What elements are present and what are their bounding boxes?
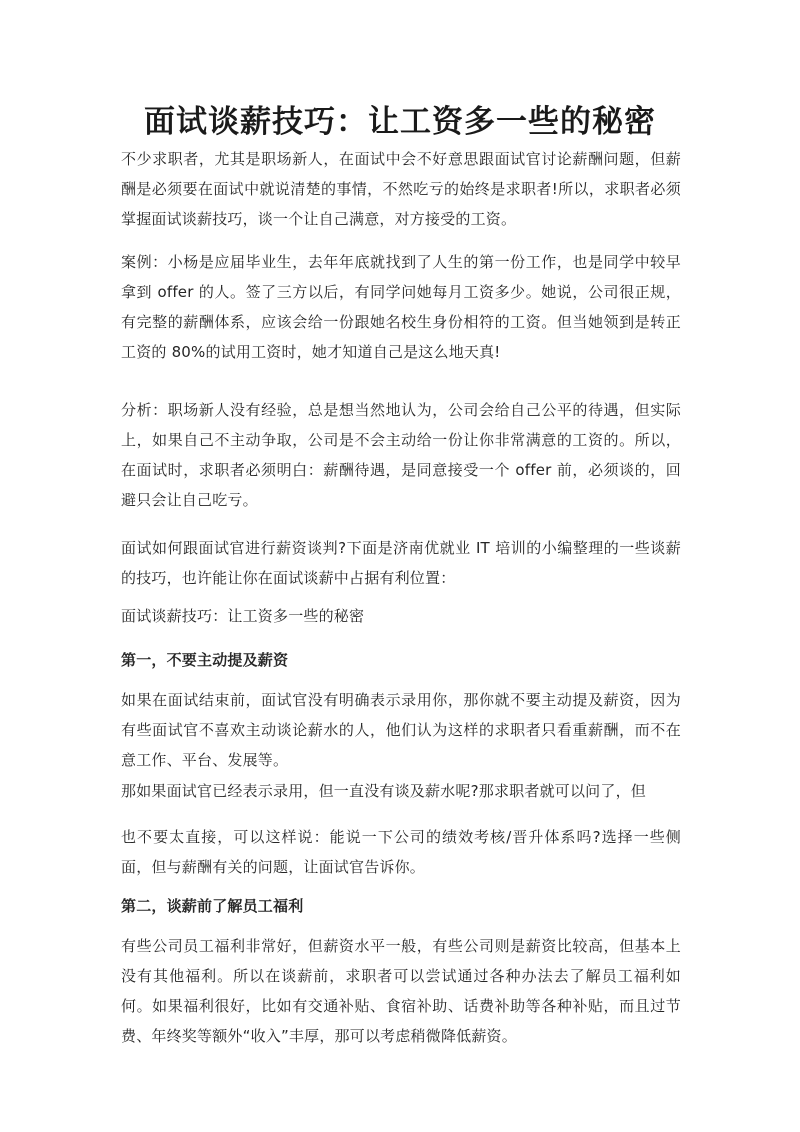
section-heading-second: 第二，谈薪前了解员工福利 (121, 897, 304, 915)
analysis-paragraph: 分析：职场新人没有经验，总是想当然地认为，公司会给自己公平的待遇，但实际上，如果自己不主动争取，公司是不会主动给一份让你非常满意的工资的。所以，在面试时，求职者必须明白：薪酬待遇，是同意接受一个 offer 前，必须谈的，回避只会让自己吃亏。 (121, 401, 681, 509)
second-tip-paragraph: 有些公司员工福利非常好，但薪资水平一般，有些公司则是薪资比较高，但基本上没有其他福利。所以在谈薪前，求职者可以尝试通过各种办法去了解员工福利如何。如果福利很好，比如有交通补贴、食宿补助、话费补助等各种补贴，而且过节费、年终奖等额外“收入”丰厚，那可以考虑稍微降低薪资。 (121, 937, 681, 1045)
subtitle-paragraph: 面试谈薪技巧：让工资多一些的秘密 (121, 607, 365, 625)
intro-paragraph: 不少求职者，尤其是职场新人，在面试中会不好意思跟面试官讨论薪酬问题，但薪酬是必须要在面试中就说清楚的事情，不然吃亏的始终是求职者!所以，求职者必须掌握面试谈薪技巧，谈一个让自己满意，对方接受的工资。 (121, 150, 681, 228)
follow-up-paragraph: 也不要太直接，可以这样说：能说一下公司的绩效考核/晋升体系吗?选择一些侧面，但与薪酬有关的问题，让面试官告诉你。 (121, 828, 681, 876)
first-tip-paragraph: 如果在面试结束前，面试官没有明确表示录用你，那你就不要主动提及薪资，因为有些面试官不喜欢主动谈论薪水的人，他们认为这样的求职者只看重薪酬，而不在意工作、平台、发展等。 (121, 691, 681, 769)
case-paragraph: 案例：小杨是应届毕业生，去年年底就找到了人生的第一份工作，也是同学中较早拿到 offer 的人。签了三方以后，有同学问她每月工资多少。她说，公司很正规，有完整的薪酬体系，应该会给一份跟她名校生身份相符的工资。但当她领到是转正工资的 80%的试用工资时，她才知道自己是这么地天真! (121, 253, 681, 361)
document-title: 面试谈薪技巧：让工资多一些的秘密 (144, 104, 656, 140)
transition-paragraph: 面试如何跟面试官进行薪资谈判?下面是济南优就业 IT 培训的小编整理的一些谈薪的技巧，也许能让你在面试谈薪中占据有利位置： (121, 539, 681, 587)
section-heading-first: 第一，不要主动提及薪资 (121, 651, 289, 669)
follow-up-line: 那如果面试官已经表示录用，但一直没有谈及薪水呢?那求职者就可以问了，但 (121, 782, 646, 800)
